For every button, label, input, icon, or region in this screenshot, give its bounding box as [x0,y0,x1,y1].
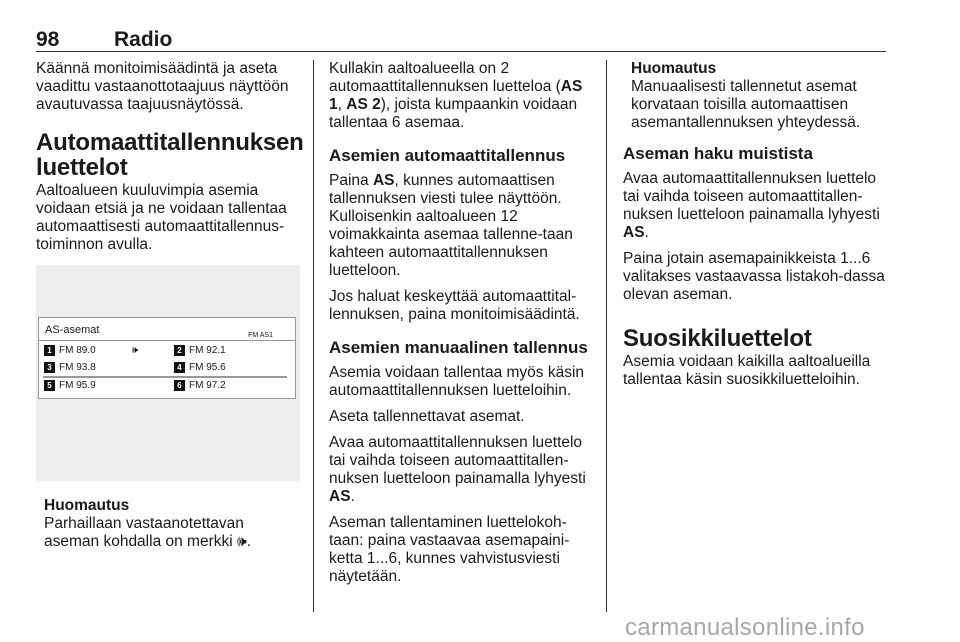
page-number: 98 [36,28,60,51]
paragraph: Kullakin aaltoalueella on 2 automaattitallennuksen luetteloa (AS 1, AS 2), joista kumpaankin voidaan tallentaa 6 asemaa. [329,60,583,131]
as-stations-figure [36,265,300,481]
paragraph: Avaa automaattitallennuksen luettelo tai vaihda toiseen automaattitallen-nuksen luetteloon painamalla lyhyesti AS. [329,434,586,505]
preset-button: 6 FM 97.2 [174,379,226,393]
heading-favourites: Suosikkiluettelot [623,325,812,352]
column-3 [623,60,888,397]
page-header [36,26,886,52]
note-heading: Huomautus [631,60,717,77]
preset-button: 4 FM 95.6 [174,361,226,375]
paragraph: Paina jotain asemapainikkeista 1...6 valitakses vastaavassa listakoh-dassa olevan aseman. [623,250,885,303]
heading-recall-station: Aseman haku muistista [623,144,813,163]
speaker-icon: 🕪 [131,345,138,356]
note-heading: Huomautus [44,497,130,514]
column-divider-2 [606,60,607,612]
heading-auto-store: Asemien automaattitallennus [329,146,566,165]
screen-title: AS-asemat [45,324,100,336]
radio-screen [38,317,296,399]
paragraph: Avaa automaattitallennuksen luettelo tai vaihda toiseen automaattitallen-nuksen luetteloon painamalla lyhyesti AS. [623,170,880,241]
note-box [36,497,298,551]
header-rule [36,51,886,52]
preset-button: 5 FM 95.9 [44,379,96,393]
heading-auto-store-lists: Automaattitallennuksen luettelot [36,129,304,181]
screen-divider [39,340,295,341]
note-text: Parhaillaan vastaanotettavan aseman kohdalla on merkki 🕪. [44,515,252,550]
preset-button: 2 FM 92.1 [174,344,226,358]
heading-manual-store: Asemien manuaalinen tallennus [329,338,588,357]
screen-divider [43,376,287,378]
band-label: FM AS1 [248,332,273,339]
section-title: Radio [114,28,173,51]
paragraph: Paina AS, kunnes automaattisen tallennuksen viesti tulee näyttöön. Kulloisenkin aaltoalueen 12 voimakkainta asemaa tallenne-taan kahteen automaattitallennuksen luetteloon. [329,172,573,279]
paragraph: Aseman tallentaminen luettelokoh-taan: paina vastaavaa asemapaini-ketta 1...6, kunnes vahvistusviesti näytetään. [329,514,570,585]
paragraph: Aseta tallennettavat asemat. [329,408,525,425]
column-2 [329,60,593,594]
column-1 [36,60,304,551]
paragraph: Aaltoalueen kuuluvimpia asemia voidaan etsiä ja ne voidaan tallentaa automaattisesti automaattitallennus-toiminnon avulla. [36,182,287,253]
paragraph: Asemia voidaan kaikilla aaltoalueilla tallentaa käsin suosikkiluetteloihin. [623,353,871,388]
preset-button: 1 FM 89.0 🕪 [44,344,138,358]
column-divider-1 [313,60,314,612]
preset-button: 3 FM 93.8 [44,361,96,375]
paragraph: Jos haluat keskeyttää automaattital-lennuksen, paina monitoimisäädintä. [329,288,580,323]
paragraph: Käännä monitoimisäädintä ja aseta vaadittu vastaanottotaajuus näyttöön avautuvassa taajuusnäytössä. [36,60,289,113]
watermark: carmanualsonline.info [625,614,865,641]
paragraph: Asemia voidaan tallentaa myös käsin automaattitallennuksen luetteloihin. [329,364,585,399]
note-text: Manuaalisesti tallennetut asemat korvataan toisilla automaattisen asemantallennuksen yhteydessä. [631,78,861,131]
note-box [623,60,888,132]
